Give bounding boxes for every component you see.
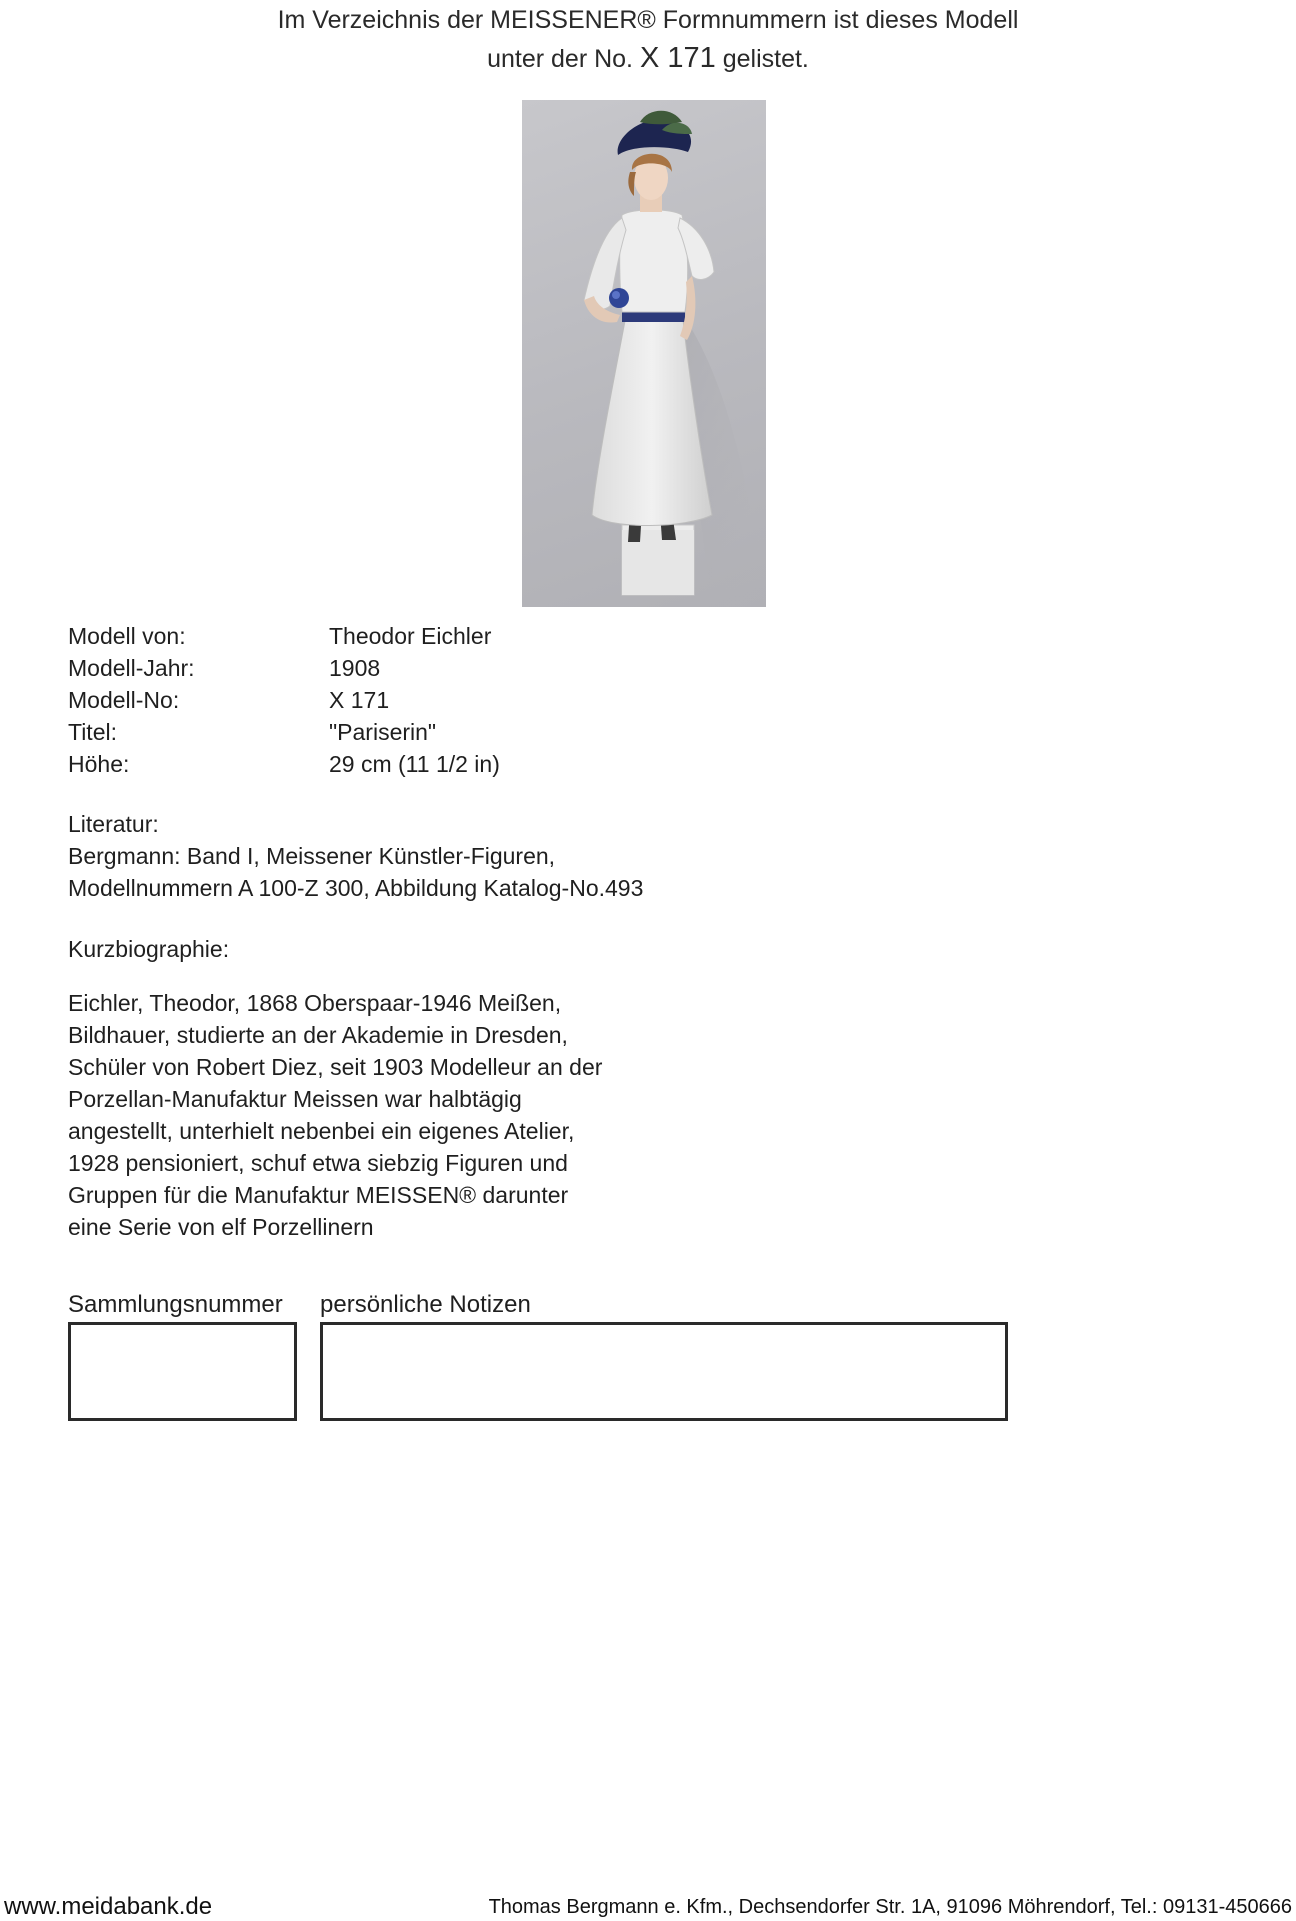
biography-line: Eichler, Theodor, 1868 Oberspaar-1946 Meißen, bbox=[68, 990, 562, 1016]
literature-heading: Literatur: bbox=[68, 811, 159, 837]
biography-line: angestellt, unterhielt nebenbei ein eigenes Atelier, bbox=[68, 1118, 575, 1144]
footer-address: Thomas Bergmann e. Kfm., Dechsendorfer Str. 1A, 91096 Möhrendorf, Tel.: 09131-450666 bbox=[488, 1896, 1292, 1918]
spec-value: "Pariserin" bbox=[329, 719, 437, 745]
spec-value: 1908 bbox=[329, 655, 381, 681]
biography-heading: Kurzbiographie: bbox=[68, 936, 230, 962]
header-line-2 bbox=[0, 39, 1296, 78]
biography-line: Schüler von Robert Diez, seit 1903 Modelleur an der bbox=[68, 1054, 603, 1080]
figurine-photo bbox=[522, 100, 766, 607]
collection-number-label: Sammlungsnummer bbox=[68, 1291, 283, 1318]
literature-line-2: Modellnummern A 100-Z 300, Abbildung Katalog-No.493 bbox=[68, 875, 644, 901]
spec-value: X 171 bbox=[329, 687, 390, 713]
figurine-illustration bbox=[522, 100, 766, 607]
spec-label: Modell-Jahr: bbox=[68, 655, 195, 681]
personal-notes-field[interactable] bbox=[320, 1322, 1008, 1421]
footer-website-link[interactable]: www.meidabank.de bbox=[4, 1893, 213, 1920]
biography-text bbox=[68, 987, 602, 1243]
biography-line: 1928 pensioniert, schuf etwa siebzig Figuren und bbox=[68, 1150, 568, 1176]
biography-line: Porzellan-Manufaktur Meissen war halbtägig bbox=[68, 1086, 522, 1112]
personal-notes-label: persönliche Notizen bbox=[320, 1291, 531, 1318]
header-line-2-suffix: gelistet. bbox=[722, 45, 809, 73]
header-model-number: X 171 bbox=[639, 42, 716, 74]
spec-label: Titel: bbox=[68, 719, 117, 745]
header-line-1: Im Verzeichnis der MEISSENER® Formnummern ist dieses Modell bbox=[277, 6, 1019, 34]
spec-value: Theodor Eichler bbox=[329, 623, 492, 649]
spec-label: Modell-No: bbox=[68, 687, 180, 713]
spec-value: 29 cm (11 1/2 in) bbox=[329, 751, 500, 777]
collection-number-field[interactable] bbox=[68, 1322, 297, 1421]
biography-line: eine Serie von elf Porzellinern bbox=[68, 1214, 374, 1240]
spec-label: Modell von: bbox=[68, 623, 186, 649]
literature-line-1: Bergmann: Band I, Meissener Künstler-Figuren, bbox=[68, 843, 556, 869]
spec-label: Höhe: bbox=[68, 751, 130, 777]
biography-line: Bildhauer, studierte an der Akademie in Dresden, bbox=[68, 1022, 568, 1048]
biography-line: Gruppen für die Manufaktur MEISSEN® darunter bbox=[68, 1182, 569, 1208]
header-line-2-prefix: unter der No. bbox=[487, 45, 634, 73]
